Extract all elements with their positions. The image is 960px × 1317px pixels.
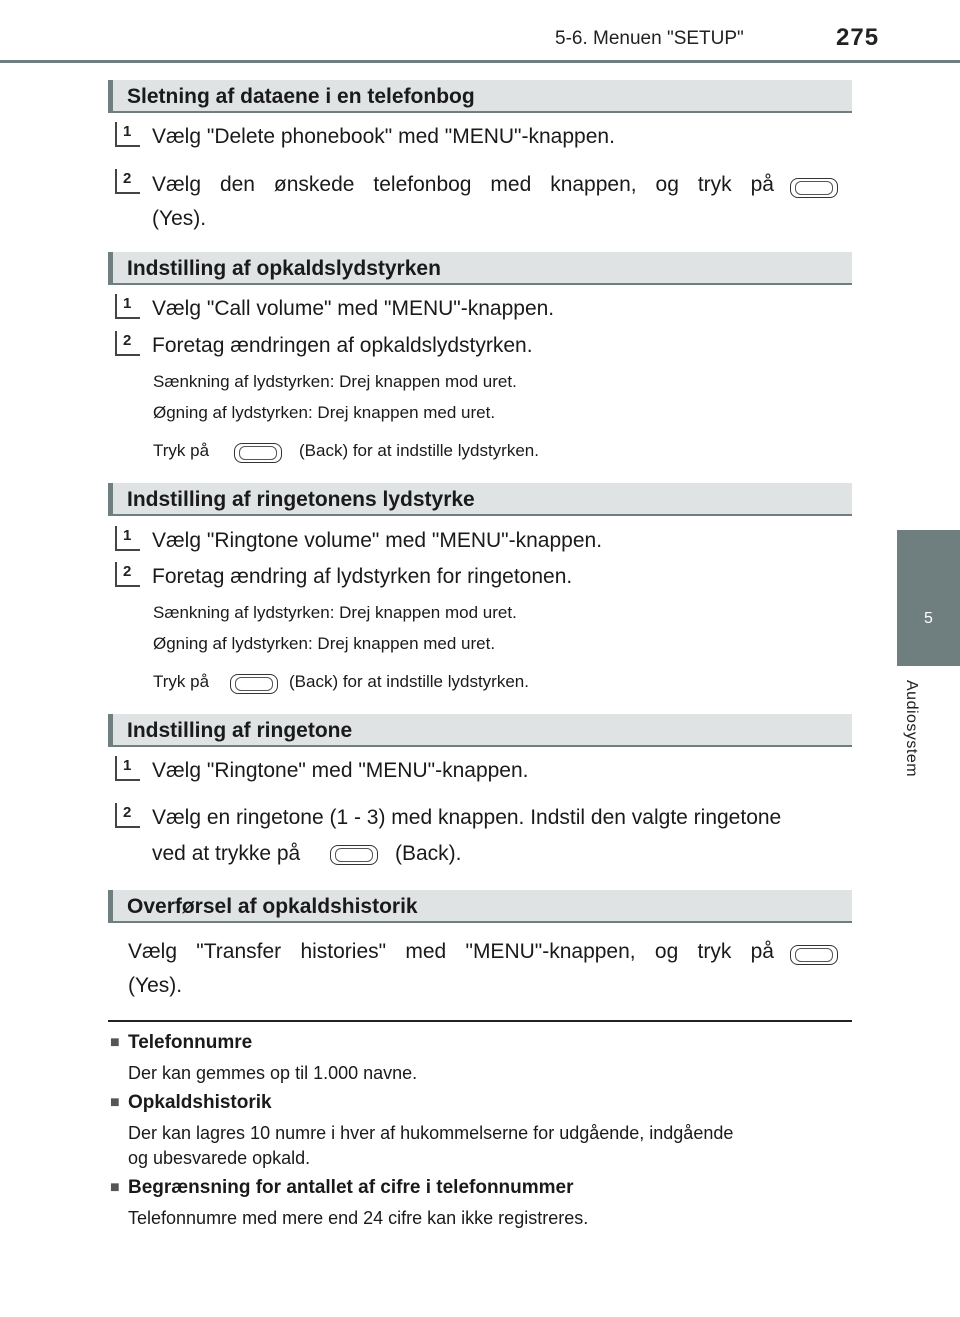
note-text: og ubesvarede opkald. bbox=[128, 1148, 311, 1168]
step-badge: 1 bbox=[115, 294, 140, 319]
note-bullet: ■ bbox=[110, 1179, 120, 1196]
step-text-continued: (Back). bbox=[395, 842, 462, 865]
detail-text: Øgning af lydstyrken: Drej knappen med uret. bbox=[153, 403, 496, 422]
chapter-label: Audiosystem bbox=[903, 680, 920, 778]
button-key-icon bbox=[230, 674, 278, 694]
step-badge: 2 bbox=[115, 331, 140, 356]
button-key-icon bbox=[330, 845, 378, 865]
page-number: 275 bbox=[836, 24, 880, 51]
button-key-icon bbox=[234, 443, 282, 463]
step-text: Vælg en ringetone (1 - 3) med knappen. Indstil den valgte ringetone bbox=[152, 806, 782, 829]
body-text: Vælg "Transfer histories" med "MENU"-knappen, og tryk på bbox=[128, 940, 774, 963]
button-key-icon bbox=[790, 945, 838, 965]
header-rule bbox=[0, 60, 960, 63]
step-badge: 1 bbox=[115, 526, 140, 551]
step-text-continued: (Yes). bbox=[152, 207, 207, 230]
note-text: Der kan lagres 10 numre i hver af hukommelserne for udgående, indgående bbox=[128, 1123, 734, 1143]
chapter-number: 5 bbox=[924, 610, 933, 627]
step-badge: 2 bbox=[115, 562, 140, 587]
button-key-icon bbox=[790, 178, 838, 198]
section-heading: Overførsel af opkaldshistorik bbox=[127, 895, 418, 918]
section-heading: Indstilling af ringetonens lydstyrke bbox=[127, 488, 475, 511]
notes-divider bbox=[108, 1020, 852, 1022]
detail-text: Tryk på bbox=[153, 441, 210, 460]
detail-text: Tryk på bbox=[153, 672, 210, 691]
section-header bbox=[108, 252, 852, 285]
step-badge: 1 bbox=[115, 756, 140, 781]
note-title: Opkaldshistorik bbox=[128, 1092, 272, 1113]
note-title: Telefonnumre bbox=[128, 1032, 253, 1053]
section-heading: Indstilling af ringetone bbox=[127, 719, 353, 742]
section-title: 5-6. Menuen "SETUP" bbox=[555, 28, 744, 49]
section-header bbox=[108, 80, 852, 113]
step-text: Foretag ændringen af opkaldslydstyrken. bbox=[152, 334, 533, 357]
step-text: Vælg "Call volume" med "MENU"-knappen. bbox=[152, 297, 555, 320]
step-badge: 2 bbox=[115, 803, 140, 828]
step-text-continued: ved at trykke på bbox=[152, 842, 301, 865]
step-text: Vælg "Ringtone" med "MENU"-knappen. bbox=[152, 759, 529, 782]
step-text: Vælg "Ringtone volume" med "MENU"-knappen. bbox=[152, 529, 603, 552]
detail-text: Sænkning af lydstyrken: Drej knappen mod uret. bbox=[153, 603, 517, 622]
section-header bbox=[108, 483, 852, 516]
step-text: Foretag ændring af lydstyrken for ringetonen. bbox=[152, 565, 573, 588]
step-text: Vælg den ønskede telefonbog med knappen, og tryk på bbox=[152, 173, 774, 196]
step-text: Vælg "Delete phonebook" med "MENU"-knappen. bbox=[152, 125, 615, 148]
section-header bbox=[108, 890, 852, 923]
detail-text: (Back) for at indstille lydstyrken. bbox=[289, 672, 529, 691]
body-text-continued: (Yes). bbox=[128, 974, 183, 997]
note-text: Telefonnumre med mere end 24 cifre kan ikke registreres. bbox=[128, 1208, 589, 1228]
note-text: Der kan gemmes op til 1.000 navne. bbox=[128, 1063, 418, 1083]
detail-text: Sænkning af lydstyrken: Drej knappen mod uret. bbox=[153, 372, 517, 391]
note-bullet: ■ bbox=[110, 1034, 120, 1051]
note-bullet: ■ bbox=[110, 1094, 120, 1111]
detail-text: (Back) for at indstille lydstyrken. bbox=[299, 441, 539, 460]
step-badge: 1 bbox=[115, 122, 140, 147]
section-heading: Sletning af dataene i en telefonbog bbox=[127, 85, 475, 108]
section-heading: Indstilling af opkaldslydstyrken bbox=[127, 257, 441, 280]
detail-text: Øgning af lydstyrken: Drej knappen med uret. bbox=[153, 634, 496, 653]
chapter-tab bbox=[897, 530, 960, 666]
note-title: Begrænsning for antallet af cifre i telefonnummer bbox=[128, 1177, 574, 1198]
step-badge: 2 bbox=[115, 169, 140, 194]
section-header bbox=[108, 714, 852, 747]
